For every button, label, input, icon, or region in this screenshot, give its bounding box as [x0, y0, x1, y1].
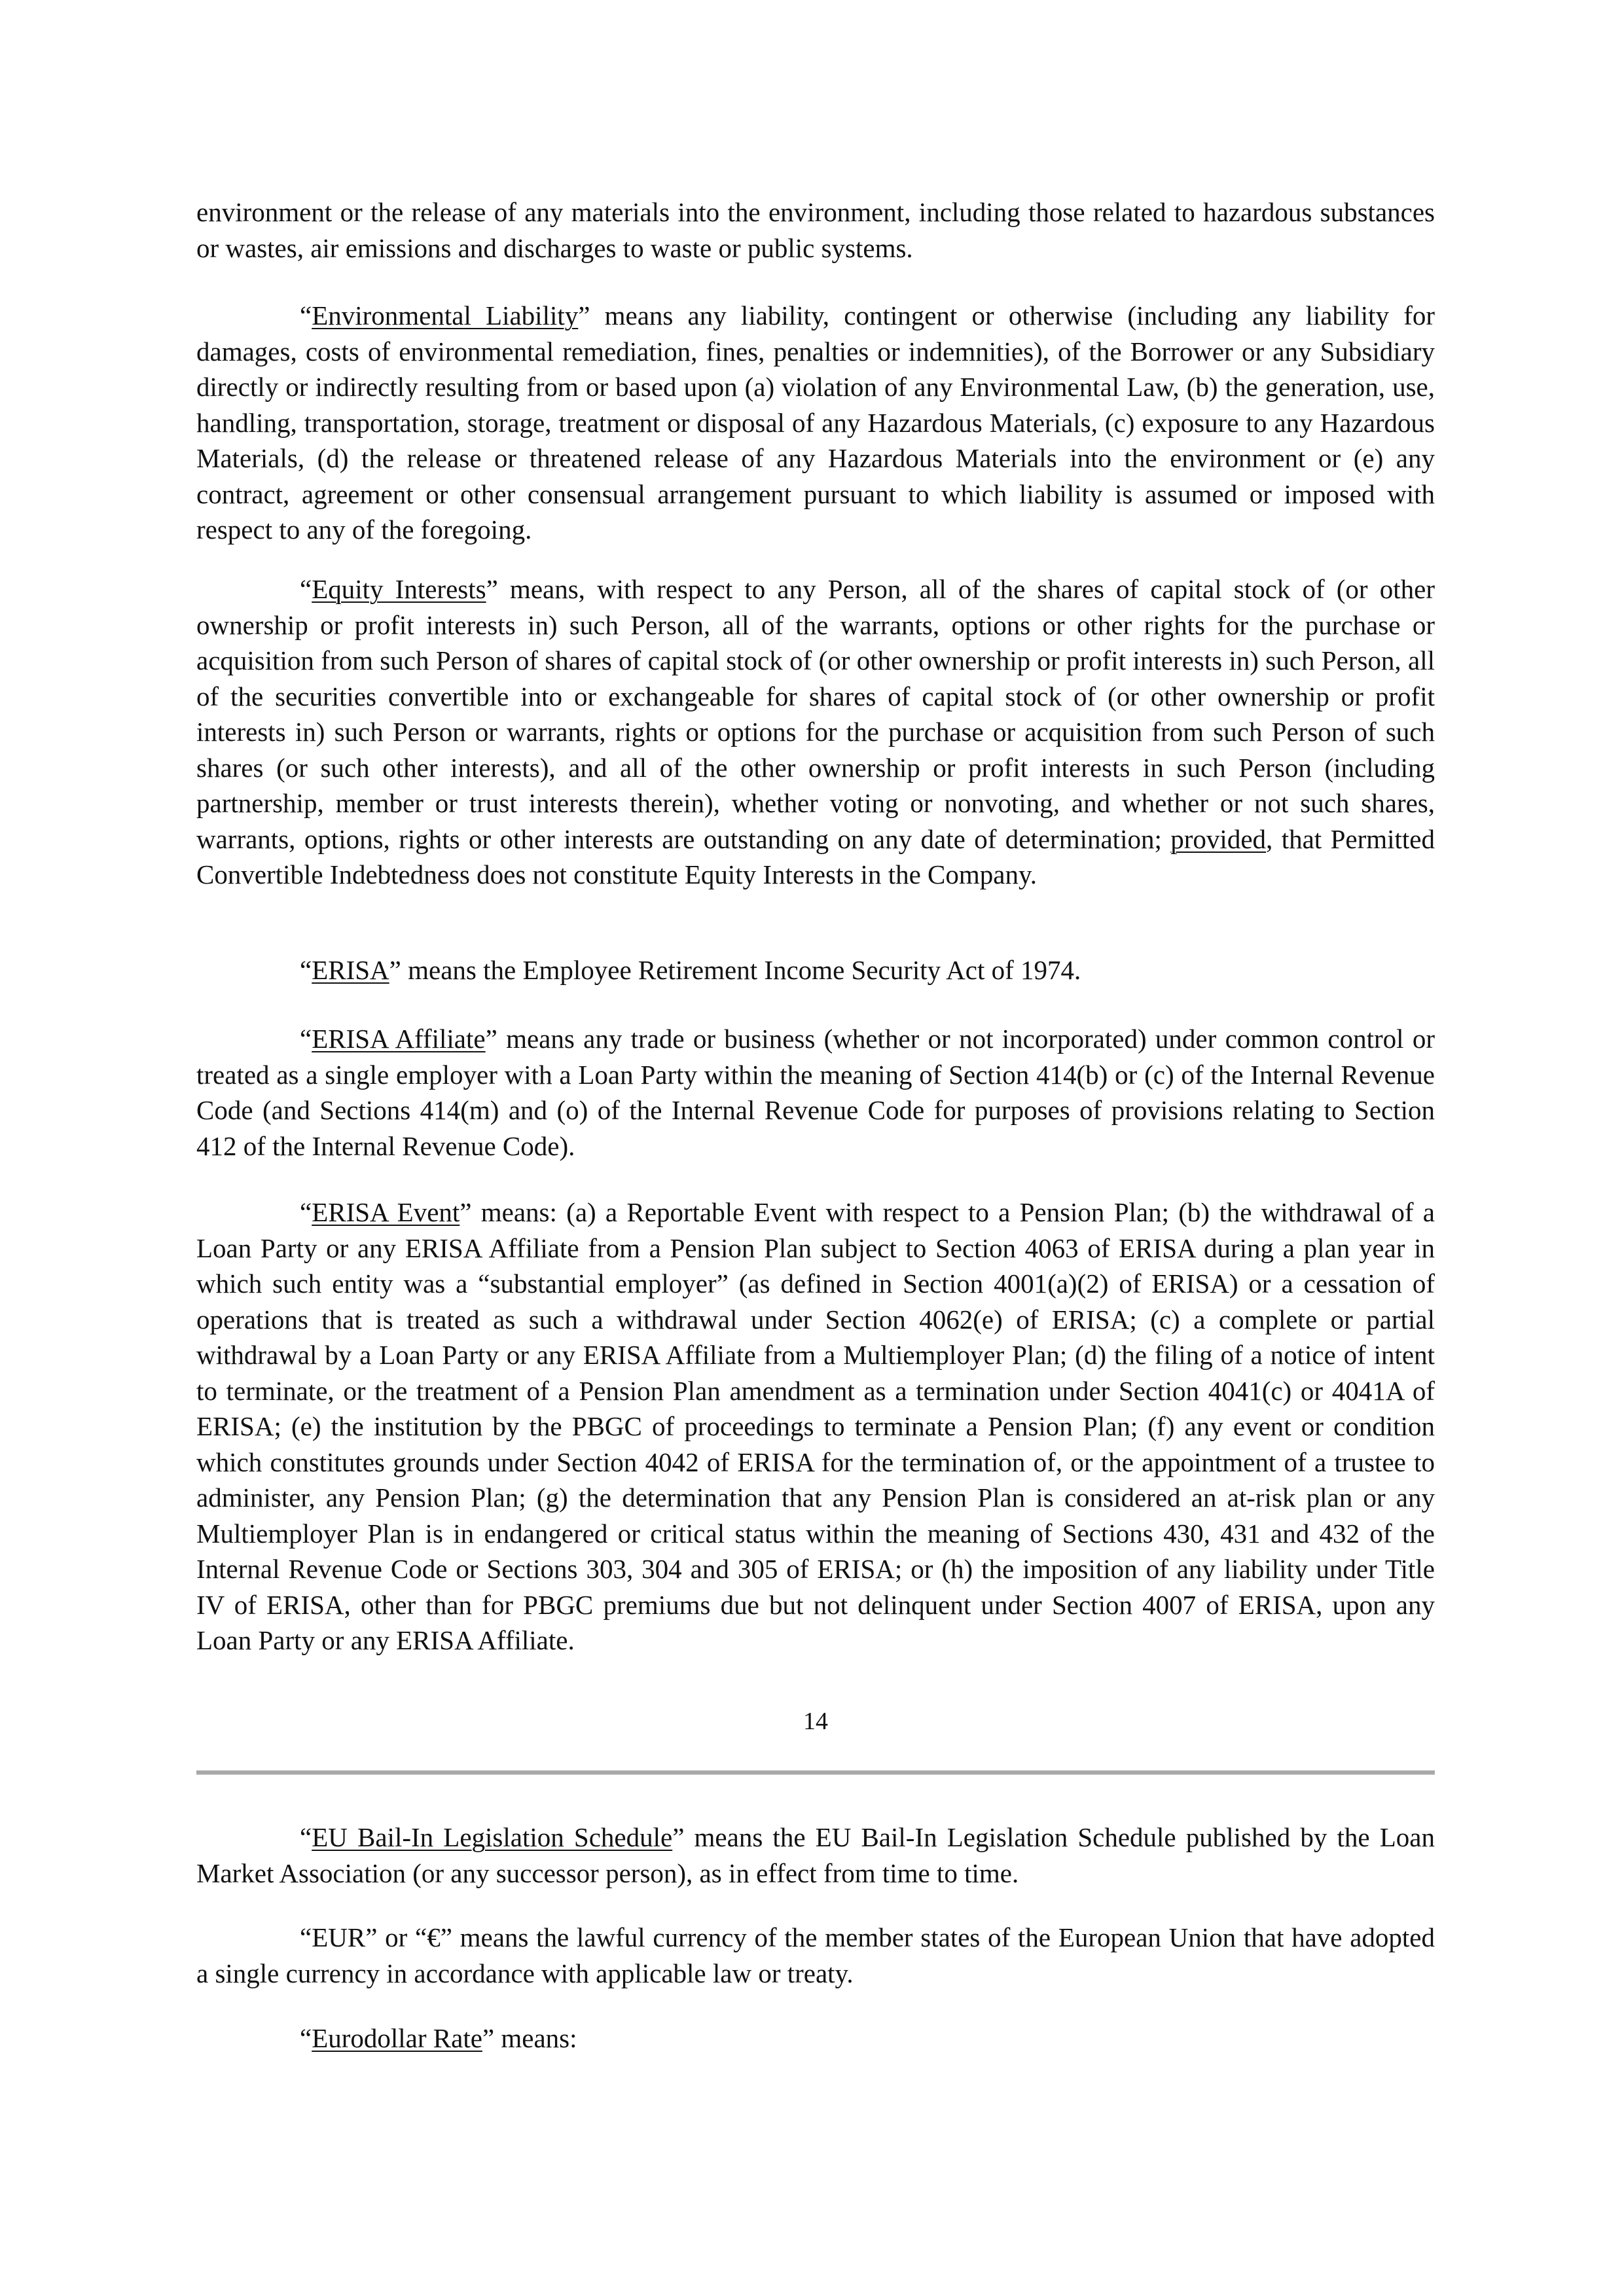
definition-erisa-affiliate	[196, 1021, 1435, 1164]
open-quote: “	[300, 1822, 312, 1852]
definition-erisa-event	[196, 1194, 1435, 1659]
open-quote: “	[300, 1024, 312, 1054]
definition-body: means any liability, contingent or otherwise (including any liability for damages, costs of environmental remediation, fines, penalties or indemnities), of the Borrower or any Subsidiary directly or indirectly resulting from or based upon (a) violation of any Environmental Law, (b) the generation, use, handling, transportation, storage, treatment or disposal of any Hazardous Materials, (c) exposure to any Hazardous Materials, (d) the release or threatened release of any Hazardous Materials into the environment or (e) any contract, agreement or other consensual arrangement pursuant to which liability is assumed or imposed with respect to any of the foregoing.	[196, 300, 1435, 545]
definition-tail: , that Permitted Convertible Indebtedness does not constitute Equity Interests in the Company.	[196, 823, 1435, 889]
definition-eur-text: “EUR” or “€” means the lawful currency of the member states of the European Union that have adopted a single currency in accordance with applicable law or treaty.	[196, 1922, 1435, 1988]
page-break-divider	[196, 1770, 1435, 1775]
close-quote: ”	[485, 1024, 497, 1054]
close-quote: ”	[482, 2023, 495, 2053]
definition-body: means the Employee Retirement Income Security Act of 1974.	[401, 955, 1081, 985]
defined-term-eu-bail-in-legislation-schedule: EU Bail-In Legislation Schedule	[312, 1822, 673, 1852]
proviso-term: provided	[1170, 823, 1267, 854]
defined-term-erisa-event: ERISA Event	[312, 1197, 460, 1227]
open-quote: “	[300, 1197, 312, 1227]
close-quote: ”	[578, 300, 590, 331]
definition-body: means:	[494, 2023, 577, 2053]
close-quote: ”	[389, 955, 401, 985]
definition-body: means the EU Bail-In Legislation Schedule published by the Loan Market Association (or any successor person), as in effect from time to time.	[196, 1822, 1435, 1888]
definition-eurodollar-rate	[196, 2020, 1435, 2056]
definition-body: means, with respect to any Person, all of the shares of capital stock of (or other ownership or profit interests in) such Person, all of the warrants, options or other rights for the purchase or acquisition from such Person of shares of capital stock of (or other ownership or profit interests in) such Person, all of the securities convertible into or exchangeable for shares of capital stock of (or other ownership or profit interests in) such Person or warrants, rights or options for the purchase or acquisition from such Person of such shares (or such other interests), and all of the other ownership or profit interests in such Person (including partnership, member or trust interests therein), whether voting or nonvoting, and whether or not such shares, warrants, options, rights or other interests are outstanding on any date of determination;	[196, 574, 1435, 854]
definition-body: means: (a) a Reportable Event with respect to a Pension Plan; (b) the withdrawal of a Loan Party or any ERISA Affiliate from a Pension Plan subject to Section 4063 of ERISA during a plan year in which such entity was a “substantial employer” (as defined in Section 4001(a)(2) of ERISA) or a cessation of operations that is treated as such a withdrawal under Section 4062(e) of ERISA; (c) a complete or partial withdrawal by a Loan Party or any ERISA Affiliate from a Multiemployer Plan; (d) the filing of a notice of intent to terminate, or the treatment of a Pension Plan amendment as a termination under Section 4041(c) or 4041A of ERISA; (e) the institution by the PBGC of proceedings to terminate a Pension Plan; (f) any event or condition which constitutes grounds under Section 4042 of ERISA for the termination of, or the appointment of a trustee to administer, any Pension Plan; (g) the determination that any Pension Plan is considered an at-risk plan or any Multiemployer Plan is in endangered or critical status within the meaning of Sections 430, 431 and 432 of the Internal Revenue Code or Sections 303, 304 and 305 of ERISA; or (h) the imposition of any liability under Title IV of ERISA, other than for PBGC premiums due but not delinquent under Section 4007 of ERISA, upon any Loan Party or any ERISA Affiliate.	[196, 1197, 1435, 1655]
defined-term-environmental-liability: Environmental Liability	[312, 300, 579, 331]
close-quote: ”	[460, 1197, 472, 1227]
open-quote: “	[300, 2023, 312, 2053]
definition-eur	[196, 1920, 1435, 1991]
definition-equity-interests	[196, 571, 1435, 893]
defined-term-erisa: ERISA	[312, 955, 389, 985]
open-quote: “	[300, 955, 312, 985]
definition-body: means any trade or business (whether or not incorporated) under common control or treated as a single employer with a Loan Party within the meaning of Section 414(b) or (c) of the Internal Revenue Code (and Sections 414(m) and (o) of the Internal Revenue Code for purposes of provisions relating to Section 412 of the Internal Revenue Code).	[196, 1024, 1435, 1161]
definition-environmental-liability	[196, 298, 1435, 548]
defined-term-eurodollar-rate: Eurodollar Rate	[312, 2023, 482, 2053]
open-quote: “	[300, 574, 312, 604]
continuation-paragraph	[196, 194, 1435, 266]
close-quote: ”	[672, 1822, 685, 1852]
open-quote: “	[300, 300, 312, 331]
defined-term-erisa-affiliate: ERISA Affiliate	[312, 1024, 486, 1054]
definition-eu-bail-in-legislation-schedule	[196, 1820, 1435, 1891]
page-number: 14	[803, 1708, 828, 1735]
defined-term-equity-interests: Equity Interests	[312, 574, 486, 604]
continuation-text: environment or the release of any materials into the environment, including those related to hazardous substances or wastes, air emissions and discharges to waste or public systems.	[196, 197, 1435, 263]
close-quote: ”	[486, 574, 498, 604]
document-page	[196, 0, 1435, 2296]
definition-erisa	[196, 952, 1435, 988]
